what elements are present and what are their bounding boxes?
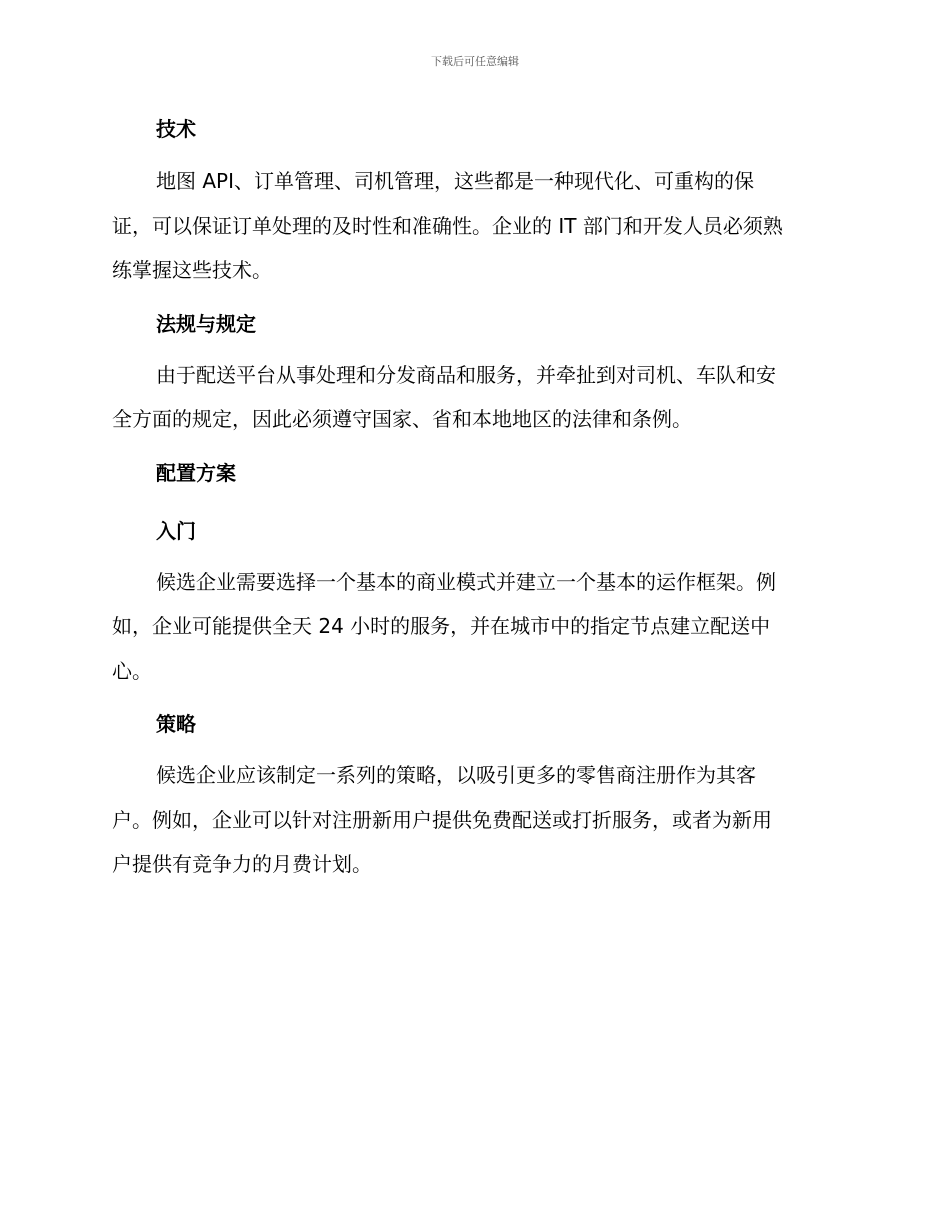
- paragraph-line: 候选企业需要选择一个基本的商业模式并建立一个基本的运作框架。例: [156, 569, 776, 594]
- paragraph-line: 户。例如，企业可以针对注册新用户提供免费配送或打折服务，或者为新用: [112, 807, 772, 832]
- paragraph-line: 由于配送平台从事处理和分发商品和服务，并牵扯到对司机、车队和安: [156, 362, 776, 387]
- paragraph-line: 证，可以保证订单处理的及时性和准确性。企业的 IT 部门和开发人员必须熟: [112, 213, 783, 238]
- section-heading-configuration: 配置方案: [156, 460, 236, 485]
- paragraph-line: 心。: [112, 658, 152, 683]
- paragraph-regulations: [112, 353, 834, 442]
- paragraph-line: 地图 API、订单管理、司机管理，这些都是一种现代化、可重构的保: [156, 169, 754, 193]
- page-header: 下载后可任意编辑: [431, 55, 519, 68]
- paragraph-line: 如，企业可能提供全天 24 小时的服务，并在城市中的指定节点建立配送中: [112, 614, 771, 638]
- section-heading-strategy: 策略: [156, 712, 196, 736]
- document-body: [112, 112, 834, 887]
- paragraph-strategy: [112, 753, 834, 887]
- paragraph-line: 户提供有竞争力的月费计划。: [112, 852, 372, 876]
- paragraph-line: 全方面的规定，因此必须遵守国家、省和本地地区的法律和条例。: [112, 407, 692, 431]
- section-heading-tech: 技术: [156, 117, 196, 141]
- section-heading-regulations: 法规与规定: [156, 311, 256, 336]
- paragraph-line: 练掌握这些技术。: [112, 258, 272, 282]
- paragraph-intro: [112, 560, 834, 694]
- section-heading-intro: 入门: [156, 518, 196, 543]
- paragraph-tech: [112, 159, 834, 293]
- paragraph-line: 候选企业应该制定一系列的策略，以吸引更多的零售商注册作为其客: [156, 763, 756, 787]
